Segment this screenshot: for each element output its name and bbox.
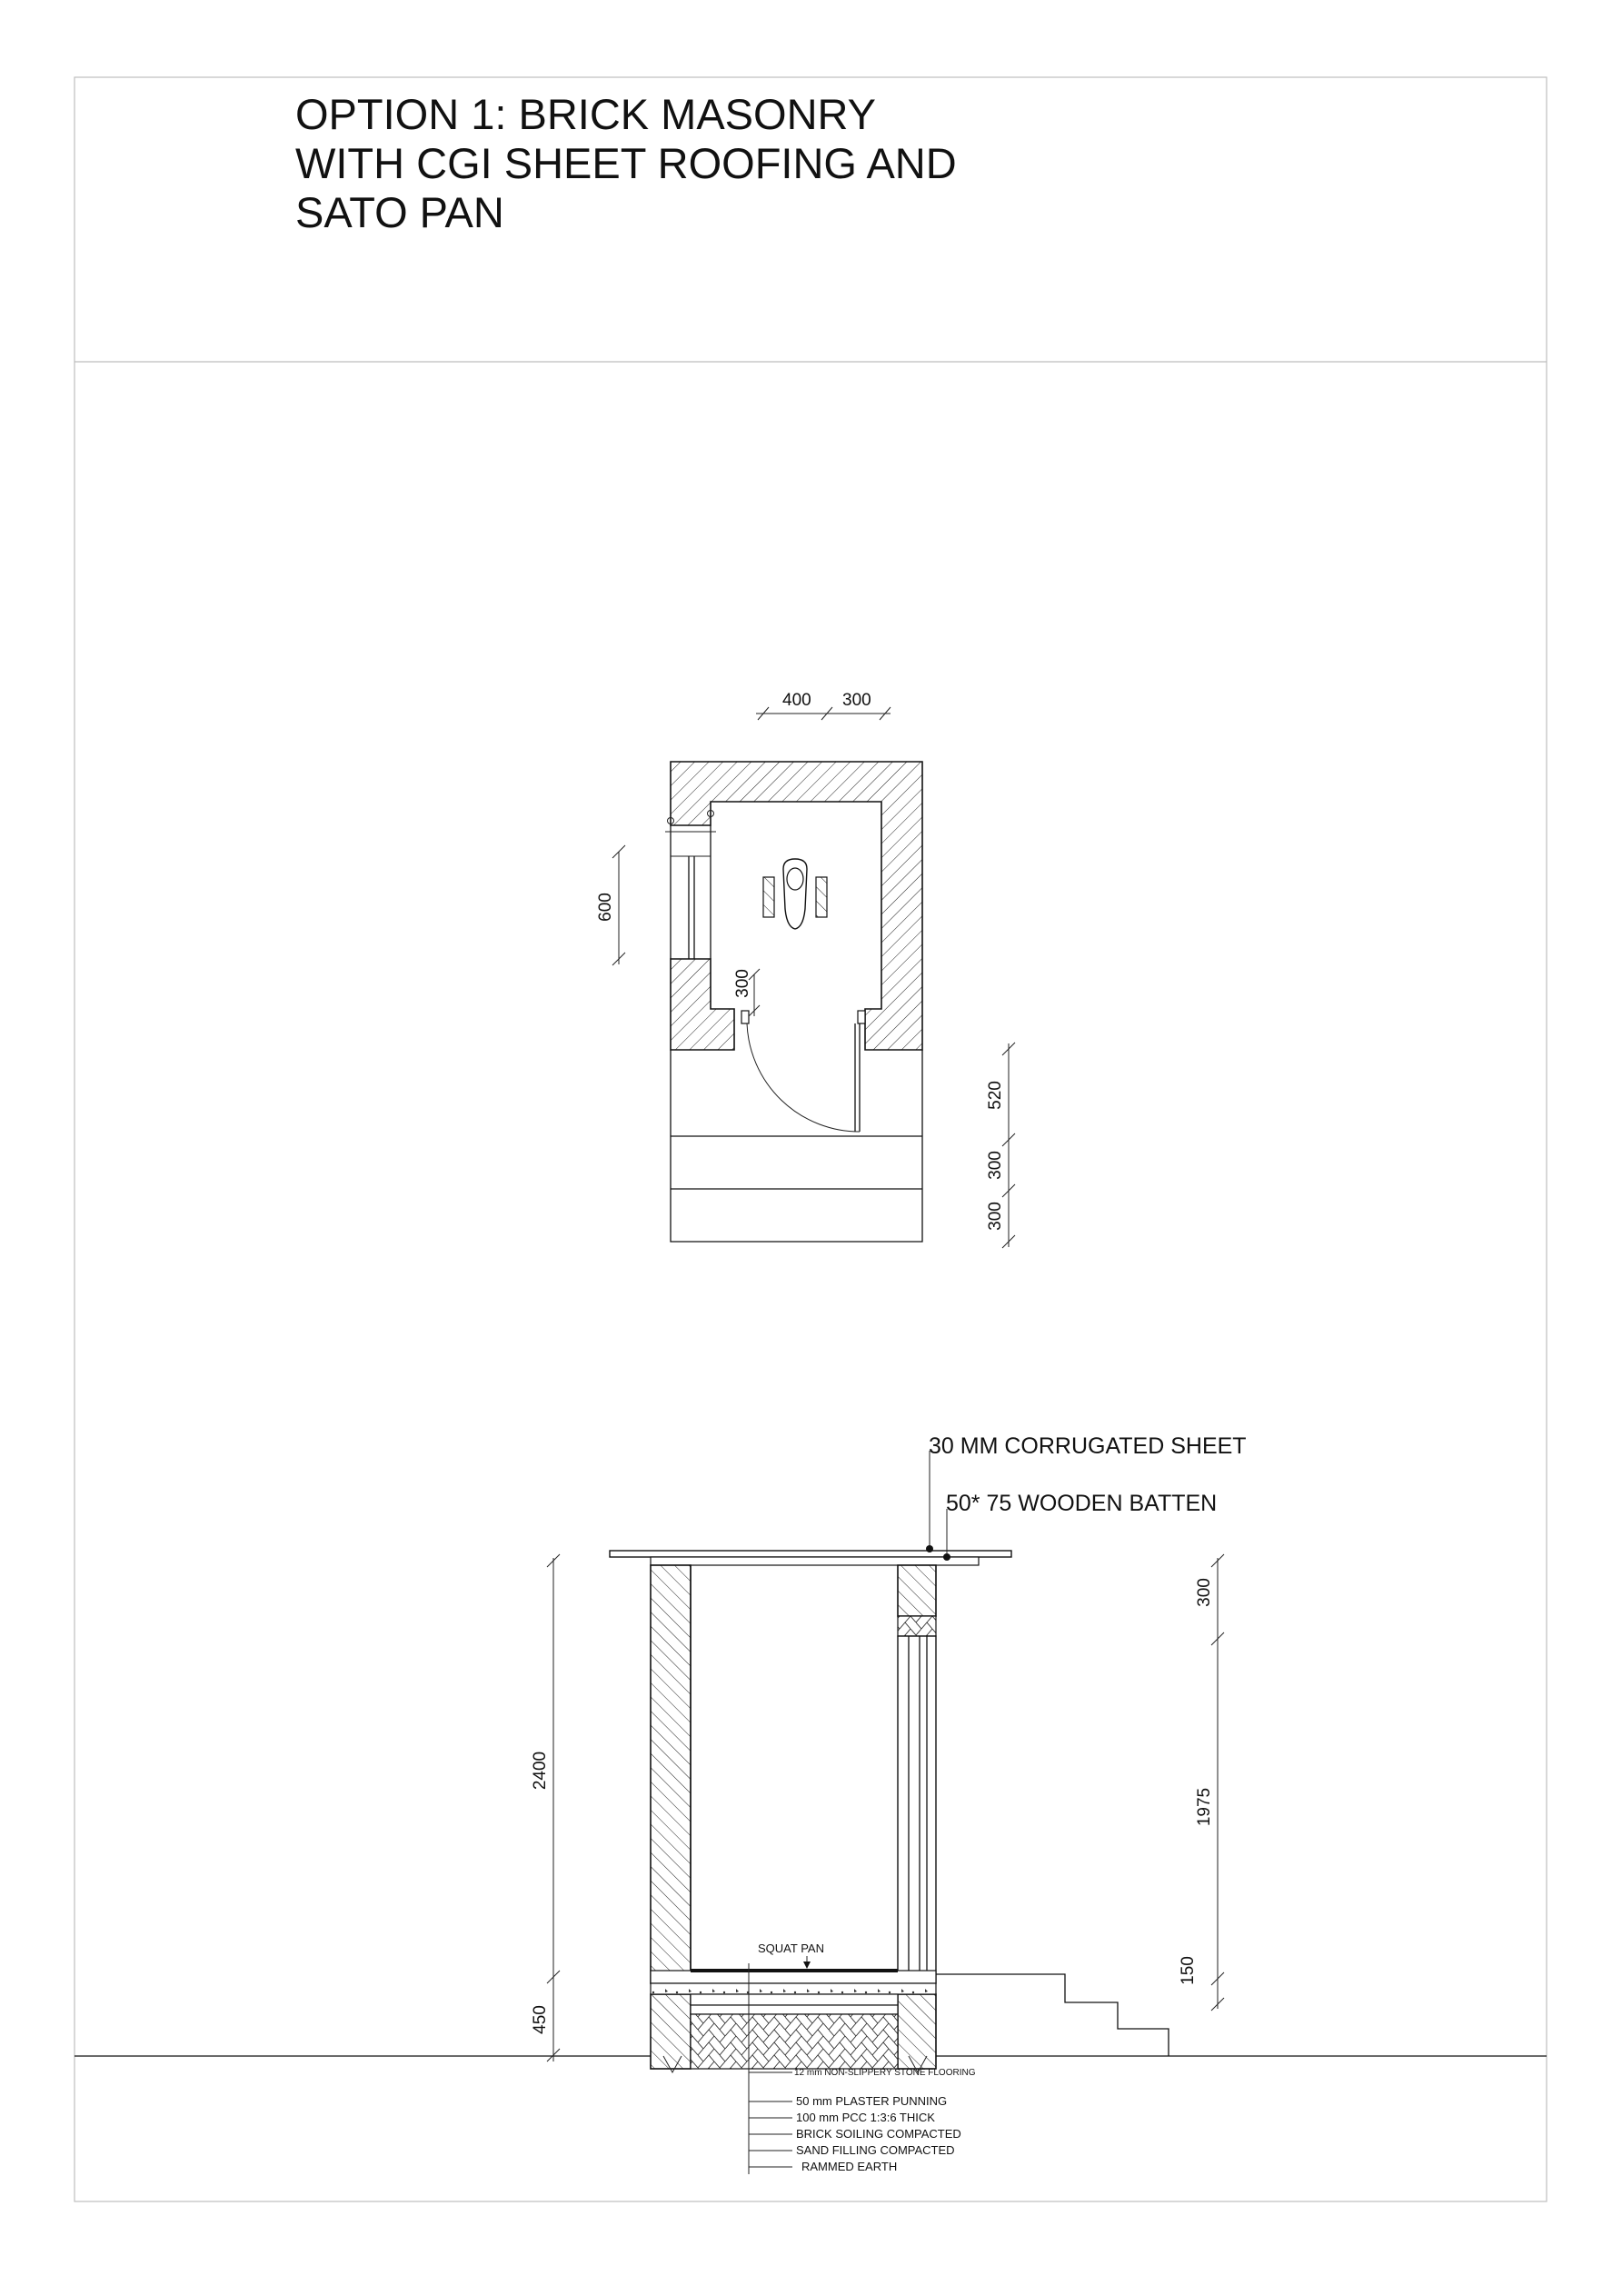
layer-plaster-punning: 50 mm PLASTER PUNNING (796, 2094, 948, 2108)
section-left-foundation (651, 1994, 691, 2069)
section-door-frame (898, 1636, 936, 1983)
plan-dim-300-inner: 300 (733, 969, 752, 998)
section-right-lintel (898, 1565, 936, 1616)
plan-dim-left (596, 845, 625, 965)
plan-dim-300-top: 300 (842, 691, 871, 710)
section-view (75, 1433, 1547, 2174)
roof-sheet (610, 1551, 1011, 1557)
plan-dim-520: 520 (986, 1081, 1005, 1110)
section-dim-150: 150 (1179, 1956, 1198, 1985)
title-line-3: SATO PAN (295, 188, 504, 236)
squat-pan-plan-icon (763, 859, 827, 929)
plan-dim-top (756, 691, 891, 720)
door-swing-arc (747, 1023, 860, 1132)
section-dim-1975: 1975 (1195, 1787, 1214, 1827)
roof-batten (651, 1557, 979, 1565)
section-left-wall (651, 1565, 691, 1983)
drawing-title (295, 90, 957, 236)
plan-steps (671, 1050, 922, 1242)
layer-sand-filling: SAND FILLING COMPACTED (796, 2143, 955, 2157)
title-line-2: WITH CGI SHEET ROOFING AND (295, 139, 957, 187)
section-dim-300: 300 (1195, 1578, 1214, 1607)
section-dim-left (531, 1554, 560, 2061)
layer-brick-soling: BRICK SOILING COMPACTED (796, 2127, 961, 2141)
brick-soling-fill (691, 2014, 898, 2069)
plan-dim-inner (733, 969, 760, 1016)
section-dim-450: 450 (531, 2005, 550, 2034)
callout-squat-pan: SQUAT PAN (758, 1942, 824, 1955)
section-dim-right (1179, 1554, 1224, 2011)
sheet-frame (75, 77, 1547, 2201)
plan-dim-right (986, 1043, 1015, 1248)
layer-stone-flooring: 12 mm NON-SLIPPERY STONE FLOORING (794, 2068, 976, 2078)
plan-dim-300-right-b: 300 (986, 1202, 1005, 1231)
section-right-foundation (898, 1994, 936, 2069)
plan-dim-300-right-a: 300 (986, 1151, 1005, 1180)
callout-wooden-batten: 50* 75 WOODEN BATTEN (946, 1491, 1218, 1516)
callout-roof-sheet: 30 MM CORRUGATED SHEET (929, 1433, 1247, 1459)
layer-rammed-earth: RAMMED EARTH (801, 2160, 898, 2173)
section-steps (936, 1974, 1169, 2056)
title-line-1: OPTION 1: BRICK MASONRY (295, 90, 876, 138)
plan-dim-400: 400 (782, 691, 811, 710)
plan-dim-600: 600 (596, 893, 615, 922)
layer-pcc: 100 mm PCC 1:3:6 THICK (796, 2111, 935, 2124)
floor-plan (596, 691, 1015, 1248)
section-dim-2400: 2400 (531, 1751, 550, 1791)
squat-pan-section (691, 1969, 898, 1972)
